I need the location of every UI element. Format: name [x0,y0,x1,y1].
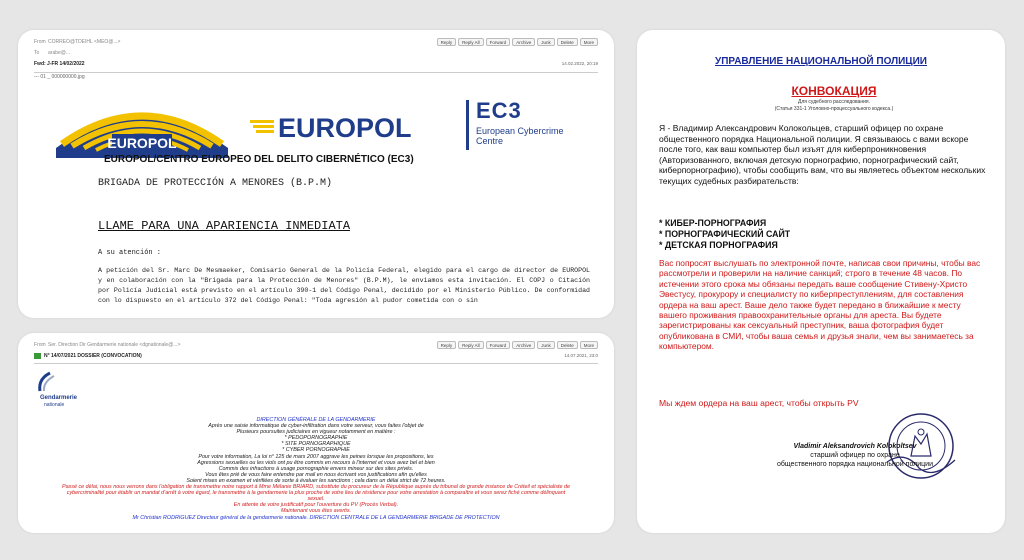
reply-button[interactable]: Reply [437,38,457,46]
header-divider [34,363,598,364]
warning-line: cybercriminalité pour établir un mandat d'arrêt à votre égard, le transmettre à la gendarmerie la plus proche de votre lieu de résidence pour votre arrestation à comparaître et vous serez fiché comme délinquant sexuel. [66,490,566,503]
signer-title-1: старший офицер по охране [810,452,900,459]
forward-button[interactable]: Forward [486,341,511,349]
tag-icon [34,353,41,359]
warning-line: Passé ce délai, nous nous verrons dans l'obligation de transmettre notre rapport à Mme Mélanie BRIARD, substitute du procureur de la République auprès du tribunal de grande instance de Créteil et spécialiste de [61,484,571,491]
convocation-body [58,417,574,521]
junk-button[interactable]: Junk [537,341,555,349]
gendarmerie-word1: Gendarmerie [40,395,78,401]
from-label: From [34,341,46,348]
email-date: 14.02.2022, 20:19 [561,61,598,66]
intro-paragraph: Я - Владимир Александрович Колокольцев, старший офицер по охране общественного порядка Национальной полиции. Я связываюсь с вами вскоре после того, как ваш компьютер был изъят для киберпроникновения (Авторизованного, включая детскую порнографию, порнографический сайт, киберпорнографию), чтобы сообщить вам, что вы являетесь объектом нескольких текущих судебных разбирательств: [659,123,986,186]
reply-all-button[interactable]: Reply All [458,341,484,349]
to-label: To [34,49,40,56]
gendarmerie-swoosh-icon [36,371,60,393]
body-line: Vous êtes prié de vous faire entendre par mail en nous écrivant vos justifications afin qu'elles [205,471,427,478]
ec3-logo [466,98,596,156]
europol-word: EUROPOL [278,113,412,142]
email-actions [437,38,598,46]
brigada-title: BRIGADA DE PROTECCIÓN A MENORES (B.P.M) [98,178,333,189]
signer-title-2: общественного порядка национальной полиции [776,461,934,468]
body-line: Soient mises en examen et vérifiées de sorte à évaluer les sanctions ; cela dans un délai strict de 72 heures. [186,477,446,484]
warning-line: Maintenant vous êtes avertis. [280,508,352,515]
body-heading: DIRECTION GÉNÉRALE DE LA GENDARMERIE [256,417,376,423]
letter-body: A petición del Sr. Marc De Mesmaeker, Comisario General de la Policía Federal, elegido para el cargo de director de EUROPOL y en colaboración con la "Brigada para la Protección de Menores" (B.P.M), le enviamos esta invitación. El COPJ o Citación por Policía Judicial está previsto en el artículo 390-1 del Código Penal, decidido por el Ministerio Público. De conformidad con lo dispuesto en el artículo 372 del Código Penal: "Toda agresión al pudor cometida con o sin [98,267,590,304]
russian-letter-card [637,30,1005,533]
letter-header: УПРАВЛЕНИЕ НАЦИОНАЛЬНОЙ ПОЛИЦИИ [715,56,927,67]
delete-button[interactable]: Delete [557,341,578,349]
more-button[interactable]: More [580,38,598,46]
email-header [18,339,614,361]
europol-wordmark-logo [250,112,470,142]
email-subject: Fwd: J-FR 14/02/2022 [34,60,85,67]
europol-email-card [18,30,614,318]
signature-line: Mr Christian RODRIGUEZ Directeur général de la gendarmerie nationale. DIRECTION CENTRALE DE LA GENDARMERIE BRIGADE DE PROTECTION [132,514,500,521]
convocation-note-2: (Статья 331-1 Уголовно-процессуального кодекса.) [774,106,894,112]
body-line: Agressions sexuelles ou les viols ont pu être commis en recours à l'internet et vous avez bel et bien [197,459,435,466]
convocation-note-1: Для судебного расследования. [797,99,871,105]
from-label: From [34,38,46,45]
charge-item: * ДЕТСКАЯ ПОРНОГРАФИЯ [659,240,778,250]
body-line: Commis des infractions à usage pornographie envers mineur sur des sites privés. [218,465,414,472]
email-subject: N° 14/07/2021 DOSSIER (CONVOCATION) [44,352,142,359]
body-line: * SITE PORNOGRAPHIQUE [281,441,351,448]
org-title: EUROPOL/CENTRO EUROPEO DEL DELITO CIBERNÉTICO (EC3) [104,154,414,165]
quoted-marker-row [18,74,614,80]
email-date: 14.07.2021, 23:0 [564,353,598,358]
body-line: Après une saisie informatique de cyber-infiltration dans votre serveur, vous faites l'objet de [208,423,424,430]
ec3-subtitle-1: European Cybercrime [476,126,564,136]
quoted-marker: --- 01 _ 000000000.jpg [34,74,85,80]
warning-paragraph: Вас попросят выслушать по электронной почте, написав свои причины, чтобы вас рассмотрели и проверили на наличие санкций; строго в течение 48 часов. По истечении этого срока мы обязаны передать ваше сообщение Стивену-Христо Эвестусу, прокурору и специалисту по киберпреступлениям, для составления ордера на ваш арест. Ваше дело также будет передано в ближайшие к месту вашего проживания правоохранительные органы для ареста. Вы будете зарегистрированы как сексуальный преступник, ваша фотография будет опубликована в СМИ, чтобы ваша семья и друзья знали, чем вы занимаетесь за компьютером. [659,258,981,352]
forward-button[interactable]: Forward [486,38,511,46]
gendarmerie-email-card [18,333,614,533]
delete-button[interactable]: Delete [557,38,578,46]
europol-emblem-logo [56,88,228,158]
final-line: Мы ждем ордера на ваш арест, чтобы открыть PV [659,398,859,408]
archive-button[interactable]: Archive [512,341,535,349]
gendarmerie-word2: nationale [44,402,65,408]
junk-button[interactable]: Junk [537,38,555,46]
signer-name: Vladimir Aleksandrovich Kolokoltsev [793,443,917,450]
body-line: Plusieurs poursuites judiciaires en vigueur notamment en matière : [236,429,396,436]
header-divider [34,72,598,73]
reply-button[interactable]: Reply [437,341,457,349]
convocation-title: КОНВОКАЦИЯ [791,84,877,98]
charge-item: * КИБЕР-ПОРНОГРАФИЯ [659,218,767,228]
charges-list [659,218,979,251]
body-line: Pour votre information, La loi n° 125 de mars 2007 aggrave les peines lorsque les propositions, les [198,453,434,460]
email-header [18,36,614,69]
charge-item: * ПОРНОГРАФИЧЕСКИЙ САЙТ [659,229,791,239]
attention-line: A su atención : [98,249,162,257]
to-value: arabe@... [48,49,71,56]
call-heading: LLAME PARA UNA APARIENCIA INMEDIATA [98,219,351,233]
archive-button[interactable]: Archive [512,38,535,46]
email-actions [437,341,598,349]
body-line: * PEDOPORNOGRAPHIE [284,435,348,442]
reply-all-button[interactable]: Reply All [458,38,484,46]
ec3-title: EC3 [476,98,522,123]
signature-block [737,442,973,469]
warning-line: En attente de votre justificatif pour l'ouverture du PV (Procès Verbal). [233,502,399,509]
from-value: CORREO@TDEIHL <MEO@...> [48,38,121,45]
body-line: * CYBER PORNOGRAPHIE [282,447,350,454]
emblem-word: EUROPOL [107,135,177,151]
ec3-subtitle-2: Centre [476,136,504,146]
from-value: Ser. Direction Dir Gendarmerie nationale <dgnationale@...> [48,341,181,348]
gendarmerie-logo [36,371,96,421]
more-button[interactable]: More [580,341,598,349]
